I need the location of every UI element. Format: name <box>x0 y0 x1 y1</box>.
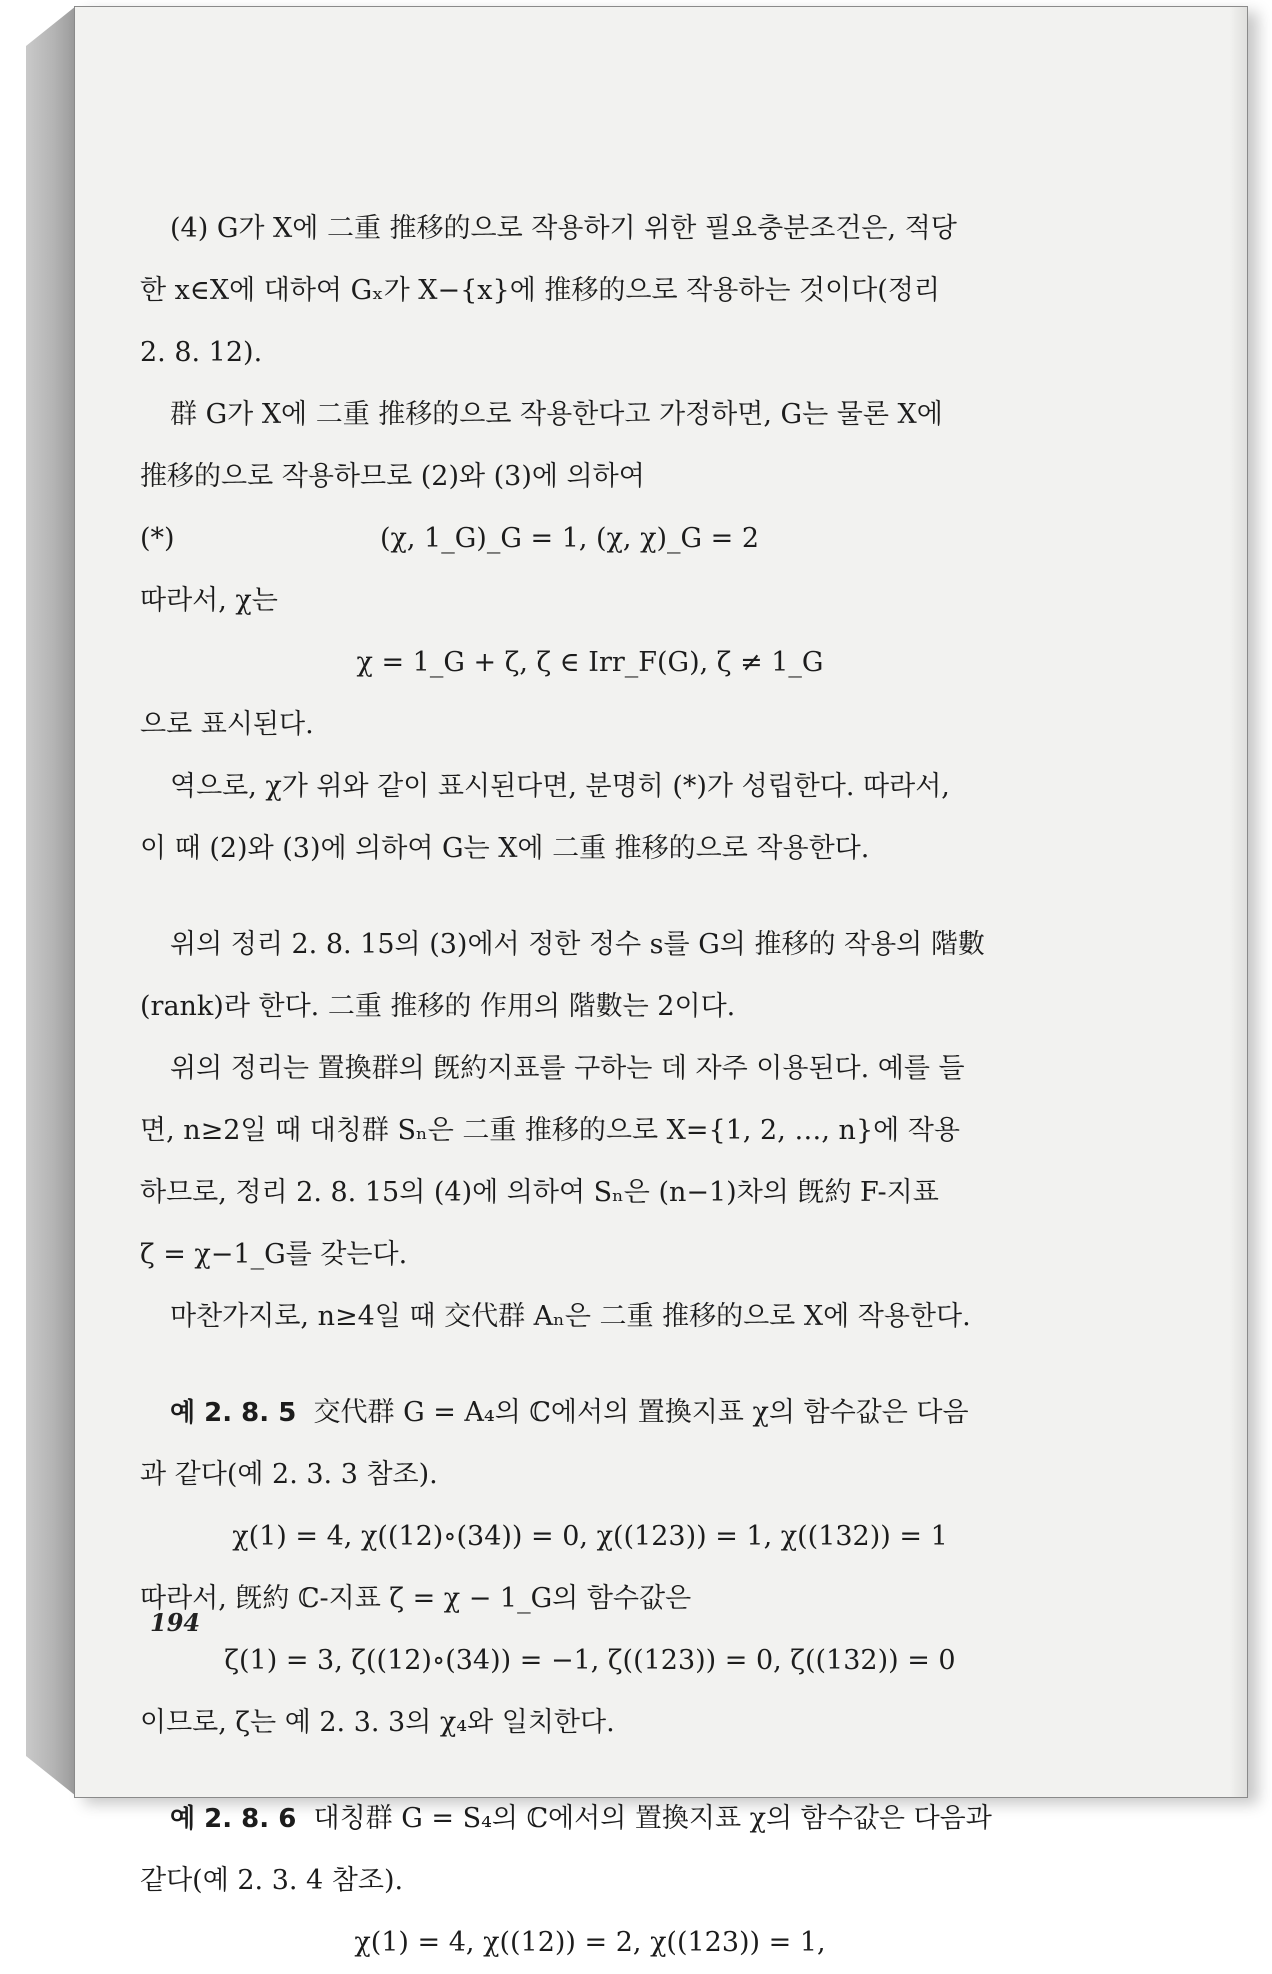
text-line: 따라서, χ는 <box>140 585 278 616</box>
equation-line <box>140 508 1040 570</box>
example-heading: 예 2. 8. 6 <box>170 1804 297 1834</box>
text-line: 면, n≥2일 때 대칭群 Sₙ은 二重 推移的으로 X={1, 2, …, n}에 작용 <box>140 1115 960 1146</box>
text-line: 推移的으로 작용하므로 (2)와 (3)에 의하여 <box>140 461 645 492</box>
equation-label: (*) <box>140 523 175 554</box>
equation: χ(1) = 4, χ((12)∘(34)) = 0, χ((123)) = 1, χ((132)) = 1 <box>232 1521 948 1552</box>
text-line: 하므로, 정리 2. 8. 15의 (4)에 의하여 Sₙ은 (n−1)차의 旣約 F-지표 <box>140 1177 939 1208</box>
page-edge-shadow <box>1229 7 1247 1797</box>
text-line: ζ = χ−1_G를 갖는다. <box>140 1239 408 1270</box>
text-line: 群 G가 X에 二重 推移的으로 작용한다고 가정하면, G는 물론 X에 <box>170 399 943 430</box>
page-number: 194 <box>150 1608 201 1637</box>
text-line: 으로 표시된다. <box>140 709 314 740</box>
text-line: (4) G가 X에 二重 推移的으로 작용하기 위한 필요충분조건은, 적당 <box>170 213 957 244</box>
text-line: 위의 정리 2. 8. 15의 (3)에서 정한 정수 s를 G의 推移的 작용의 階數 <box>170 929 985 960</box>
equation: χ = 1_G + ζ, ζ ∈ Irr_F(G), ζ ≠ 1_G <box>356 647 824 678</box>
text-line: 2. 8. 12). <box>140 337 263 368</box>
text-line: 위의 정리는 置換群의 旣約지표를 구하는 데 자주 이용된다. 예를 들 <box>170 1053 965 1084</box>
example-line <box>140 1382 1040 1444</box>
text-line: 과 같다(예 2. 3. 3 참조). <box>140 1459 438 1490</box>
page-content <box>140 198 1040 1974</box>
equation: ζ(1) = 3, ζ((12)∘(34)) = −1, ζ((123)) = 0, ζ((132)) = 0 <box>224 1645 956 1676</box>
equation: (χ, 1_G)_G = 1, (χ, χ)_G = 2 <box>380 523 760 554</box>
text-line: (rank)라 한다. 二重 推移的 作用의 階數는 2이다. <box>140 991 736 1022</box>
text-line: 이 때 (2)와 (3)에 의하여 G는 X에 二重 推移的으로 작용한다. <box>140 833 870 864</box>
text-line: 따라서, 旣約 ℂ-지표 ζ = χ − 1_G의 함수값은 <box>140 1583 692 1614</box>
text-line: 한 x∈X에 대하여 Gₓ가 X−{x}에 推移的으로 작용하는 것이다(정리 <box>140 275 940 306</box>
example-heading: 예 2. 8. 5 <box>170 1398 297 1428</box>
text-line: 이므로, ζ는 예 2. 3. 3의 χ₄와 일치한다. <box>140 1707 615 1738</box>
example-line <box>140 1788 1040 1850</box>
text-line: 역으로, χ가 위와 같이 표시된다면, 분명히 (*)가 성립한다. 따라서, <box>170 771 950 802</box>
text-line: 같다(예 2. 3. 4 참조). <box>140 1865 404 1896</box>
text-line: 마찬가지로, n≥4일 때 交代群 Aₙ은 二重 推移的으로 X에 작용한다. <box>170 1301 971 1332</box>
example-text: 대칭群 G = S₄의 ℂ에서의 置換지표 χ의 함수값은 다음과 <box>313 1803 992 1834</box>
book-spine <box>26 6 76 1796</box>
equation: χ(1) = 4, χ((12)) = 2, χ((123)) = 1, <box>354 1927 826 1958</box>
example-text: 交代群 G = A₄의 ℂ에서의 置換지표 χ의 함수값은 다음 <box>313 1397 969 1428</box>
